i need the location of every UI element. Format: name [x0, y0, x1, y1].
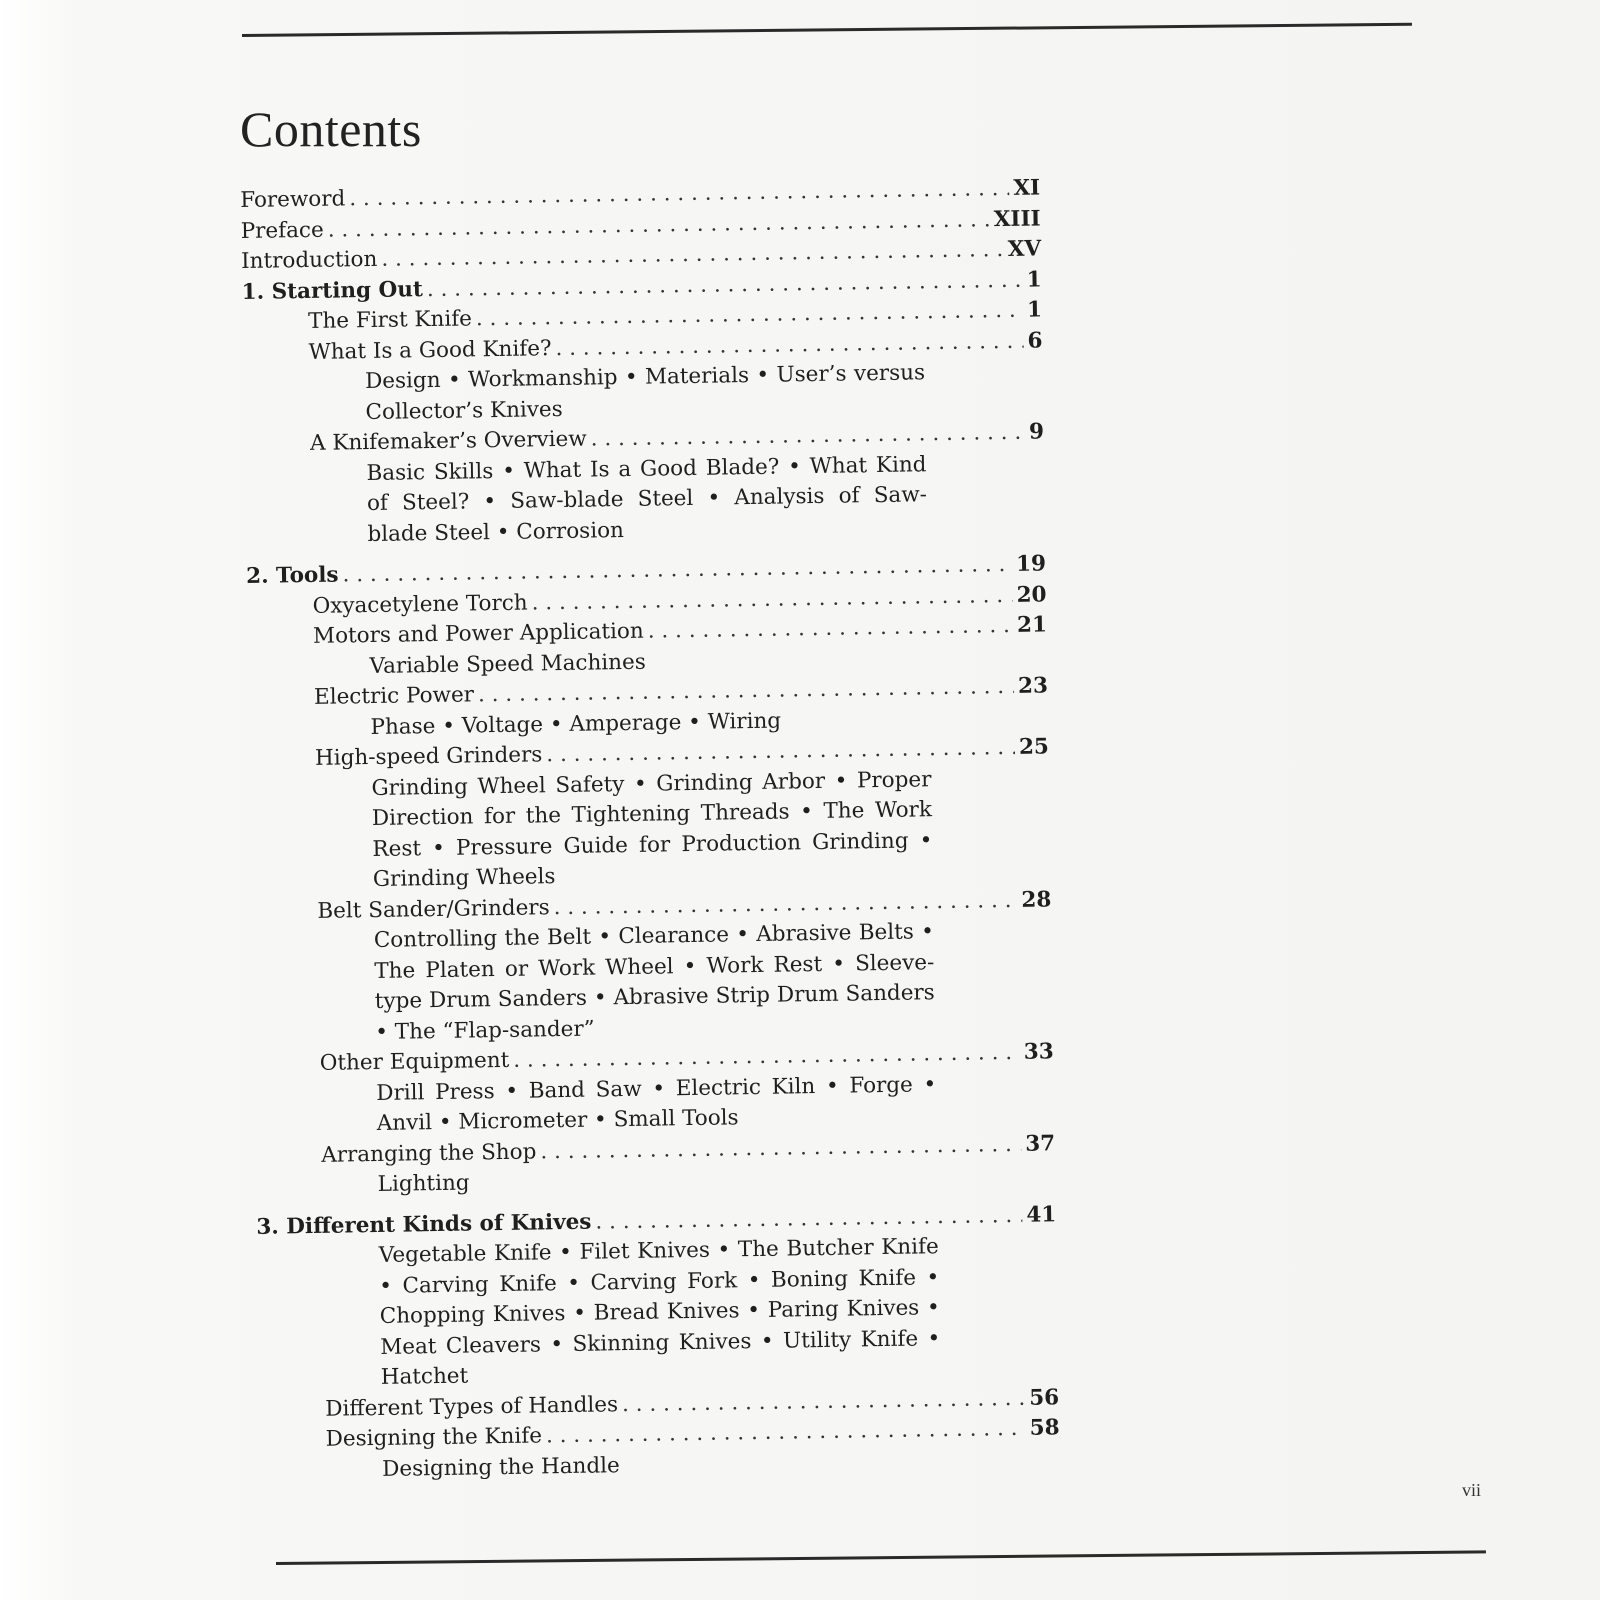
- toc-subtopics: Controlling the Belt • Clearance • Abrasive Belts • The Platen or Work Wheel • Work Rest • Sleeve-type Drum Sanders • Abrasive Strip Drum Sanders • The “Flap-sander”: [373, 919, 935, 1045]
- toc-entry-label: Arranging the Shop: [321, 1138, 537, 1168]
- toc-entry-page: XV: [1007, 236, 1042, 262]
- toc-entry-page: 33: [1023, 1039, 1054, 1065]
- table-of-contents: [240, 173, 1060, 1486]
- toc-entry-label: What Is a Good Knife?: [308, 335, 552, 365]
- dot-leader: [595, 1200, 1022, 1237]
- toc-entry-page: 1: [1026, 266, 1042, 293]
- toc-entry-label: Other Equipment: [319, 1047, 510, 1076]
- toc-entry-label: Electric Power: [313, 682, 475, 710]
- toc-subtopics: Phase • Voltage • Amperage • Wiring: [370, 708, 782, 740]
- dot-leader: [513, 1038, 1020, 1076]
- toc-entry-page: 37: [1025, 1130, 1056, 1157]
- toc-entry-page: 56: [1029, 1384, 1060, 1411]
- toc-entry-label: A Knifemaker’s Overview: [309, 426, 587, 456]
- toc-entry-page: 21: [1016, 612, 1048, 638]
- dot-leader: [648, 611, 1014, 647]
- bottom-rule: [276, 1550, 1486, 1565]
- toc-entry-label: Different Types of Handles: [325, 1391, 619, 1422]
- toc-entry-page: 41: [1026, 1201, 1057, 1228]
- toc-entry-page: 58: [1029, 1415, 1060, 1441]
- toc-entry-label: High-speed Grinders: [314, 742, 543, 771]
- dot-leader: [546, 1414, 1026, 1452]
- toc-entry-label: 3. Different Kinds of Knives: [256, 1209, 592, 1240]
- toc-subtopics: Grinding Wheel Safety • Grinding Arbor • Proper Direction for the Tightening Threads • The Work Rest • Pressure Guide for Production Grinding • Grinding Wheels: [371, 766, 933, 892]
- page-title: Contents: [240, 101, 422, 157]
- dot-leader: [540, 1129, 1021, 1167]
- toc-entry-page: 28: [1021, 886, 1052, 913]
- toc-entry-page: 9: [1028, 419, 1045, 445]
- toc-subtopics: Design • Workmanship • Materials • User’s versus Collector’s Knives: [364, 360, 926, 425]
- toc-subtopics: Drill Press • Band Saw • Electric Kiln • Forge • Anvil • Micrometer • Small Tools: [376, 1071, 937, 1136]
- dot-leader: [555, 326, 1024, 364]
- dot-leader: [546, 733, 1015, 771]
- toc-entry-label: Introduction: [240, 246, 378, 274]
- toc-entry-page: 25: [1018, 734, 1050, 760]
- toc-entry-label: Motors and Power Application: [312, 618, 644, 649]
- top-rule: [242, 23, 1412, 37]
- toc-entry-page: 23: [1017, 673, 1049, 699]
- toc-entry-page: 20: [1016, 581, 1047, 608]
- toc-entry-label: Preface: [240, 217, 324, 244]
- toc-subtopics: Basic Skills • What Is a Good Blade? • What Kind of Steel? • Saw-blade Steel • Analysis of Saw-blade Steel • Corrosion: [366, 451, 928, 547]
- toc-entry-page: 1: [1026, 297, 1043, 323]
- toc-subtopics: Vegetable Knife • Filet Knives • The Butcher Knife • Carving Knife • Carving Fork • Boning Knife • Chopping Knives • Bread Knives • Paring Knives • Meat Cleavers • Skinning Knives • Utility Knife • Hatchet: [378, 1234, 941, 1390]
- toc-subtopics: Lighting: [377, 1170, 470, 1197]
- dot-leader: [553, 885, 1017, 923]
- dot-leader: [590, 418, 1025, 455]
- toc-subtopics: Designing the Handle: [381, 1452, 620, 1482]
- page-number: vii: [1462, 1480, 1482, 1500]
- toc-entry-label: Oxyacetylene Torch: [312, 590, 528, 619]
- toc-entry-label: 2. Tools: [245, 562, 339, 589]
- toc-entry-page: 6: [1027, 327, 1043, 354]
- toc-entry-page: 19: [1015, 551, 1047, 577]
- toc-subtopics: Variable Speed Machines: [369, 649, 646, 679]
- toc-entry-label: 1. Starting Out: [241, 276, 424, 305]
- toc-entry-label: The First Knife: [307, 306, 473, 334]
- toc-entry-label: Foreword: [240, 186, 346, 213]
- toc-entry-page: XIII: [993, 205, 1041, 232]
- toc-entry-page: XI: [1013, 175, 1041, 201]
- toc-entry-label: Belt Sander/Grinders: [317, 894, 550, 924]
- toc-entry-label: Designing the Knife: [325, 1423, 543, 1452]
